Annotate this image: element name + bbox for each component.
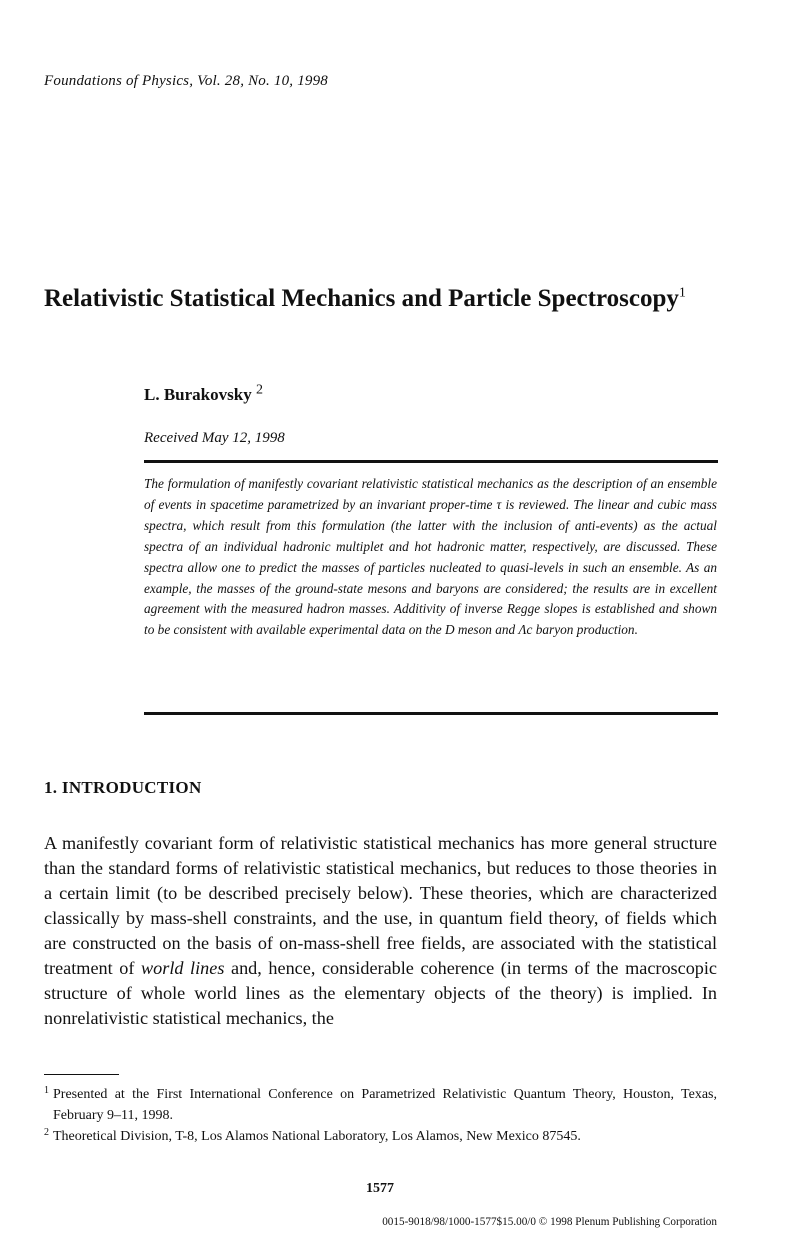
footnote-mark: 2 xyxy=(44,1127,49,1138)
footnote-mark: 1 xyxy=(44,1085,49,1096)
journal-citation: Foundations of Physics, Vol. 28, No. 10, 1998 xyxy=(44,73,328,89)
footnote-text: Presented at the First International Conference on Parametrized Relativistic Quantum Theory, Houston, Texas, February 9–11, 1998. xyxy=(53,1087,717,1123)
author-name: L. Burakovsky xyxy=(144,385,252,404)
paper-title xyxy=(44,283,744,315)
copyright-line: 0015-9018/98/1000-1577$15.00/0 © 1998 Plenum Publishing Corporation xyxy=(382,1216,717,1228)
abstract-top-rule xyxy=(144,460,718,463)
body-text-start: A manifestly covariant form of relativistic statistical mechanics has more general structure than the standard forms of relativistic statistical mechanics, but reduces to those theories in a certain limit (to be described precisely below). These theories, which are characterized classically by mass-shell constraints, and the use, in quantum field theory, of fields which are constructed on the basis of on-mass-shell free fields, are associated with the statistical treatment of xyxy=(44,833,717,978)
author-line xyxy=(144,382,263,405)
received-date: Received May 12, 1998 xyxy=(144,430,285,446)
abstract-bottom-rule xyxy=(144,712,718,715)
body-text-end: and, hence, considerable coherence (in terms of the macroscopic structure of whole world lines as the elementary objects of the theory) is implied. In nonrelativistic statistical mechanics, the xyxy=(44,958,718,1028)
page-number: 1577 xyxy=(366,1181,394,1196)
author-footnote-mark: 2 xyxy=(255,382,263,398)
footnote-text: Theoretical Division, T-8, Los Alamos National Laboratory, Los Alamos, New Mexico 87545. xyxy=(53,1129,581,1144)
section-heading: 1. INTRODUCTION xyxy=(44,778,202,797)
footnote xyxy=(44,1126,717,1147)
footnote-separator xyxy=(44,1074,119,1075)
body-emphasis: world lines xyxy=(141,958,225,978)
footnote xyxy=(44,1084,717,1126)
title-footnote-mark: 1 xyxy=(678,285,686,301)
abstract: The formulation of manifestly covariant relativistic statistical mechanics as the description of an ensemble of events in spacetime parametrized by an invariant proper-time τ is reviewed. The linear and cubic mass spectra, which result from this formulation (the latter with the inclusion of anti-events) as the actual spectra of an individual hadronic multiplet and hot hadronic matter, respectively, are discussed. These spectra allow one to predict the masses of particles nucleated to quasi-levels in such an ensemble. As an example, the masses of the ground-state mesons and baryons are considered; the results are in excellent agreement with the measured hadron masses. Additivity of inverse Regge slopes is established and shown to be consistent with available experimental data on the D meson and Λc baryon production. xyxy=(144,476,717,638)
body-paragraph xyxy=(44,831,717,1031)
title-text: Relativistic Statistical Mechanics and Particle Spectroscopy xyxy=(44,285,679,312)
